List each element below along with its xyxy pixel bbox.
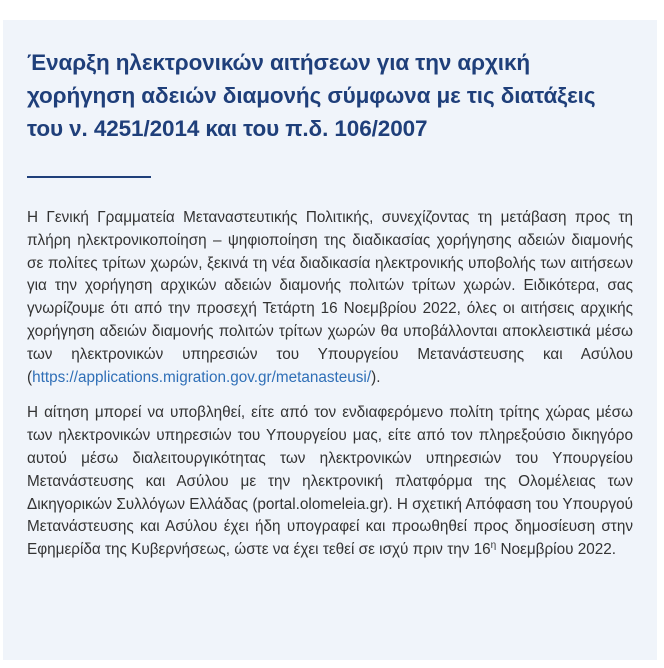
paragraph-2-text: Η αίτηση μπορεί να υποβληθεί, είτε από τον ενδιαφερόμενο πολίτη τρίτης χώρας μέσω των ηλεκτρονικών υπηρεσιών του Υπουργείου μας, είτε από τον πληρεξούσιο δικηγόρο αυτού μέσω διαλειτουργικότητας των ηλεκτρονικών υπηρεσιών του Υπουργείου Μετανάστευσης και Ασύλου με την ηλεκτρονική πλατφόρμα της Ολομέλειας των Δικηγορικών Συλλόγων Ελλάδας (portal.olomeleia.gr). Η σχετική Απόφαση του Υπουργού Μετανάστευσης και Ασύλου έχει ήδη υπογραφεί και προωθηθεί προς δημοσίευση στην Εφημερίδα της Κυβερνήσεως, ώστε να έχει τεθεί σε ισχύ πριν την 16 [27,404,633,559]
title-divider [27,176,151,178]
article-title: Έναρξη ηλεκτρονικών αιτήσεων για την αρχική χορήγηση αδειών διαμονής σύμφωνα με τις διατάξεις του ν. 4251/2014 και του π.δ. 106/2007 [27,50,596,141]
announcement-card [3,20,657,660]
paragraph-1-text: Η Γενική Γραμματεία Μεταναστευτικής Πολιτικής, συνεχίζοντας τη μετάβαση προς τη πλήρη ηλεκτρονικοποίηση – ψηφιοποίηση της διαδικασίας χορήγησης αδειών διαμονής σε πολίτες τρίτων χωρών, ξεκινά τη νέα διαδικασία ηλεκτρονικής υποβολής των αιτήσεων για την χορήγηση αρχικών αδειών διαμονής πολιτών τρίτων χωρών. Ειδικότερα, σας γνωρίζουμε ότι από την προσεχή Τετάρτη 16 Νοεμβρίου 2022, όλες οι αιτήσεις αρχικής χορήγηση αδειών διαμονής πολιτών τρίτων χωρών θα υποβάλλονται αποκλειστικά μέσω των ηλεκτρονικών υπηρεσιών του Υπουργείου Μετανάστευσης και Ασύλου ( [27,209,633,386]
article-paragraph-2 [27,402,633,562]
paragraph-1-text-end: ). [371,368,381,386]
paragraph-2-text-end: Νοεμβρίου 2022. [496,541,616,559]
article-paragraph-1 [27,207,633,389]
ordinal-superscript: η [490,540,497,552]
metanasteusi-applications-link[interactable]: https://applications.migration.gov.gr/metanasteusi/ [32,368,372,386]
